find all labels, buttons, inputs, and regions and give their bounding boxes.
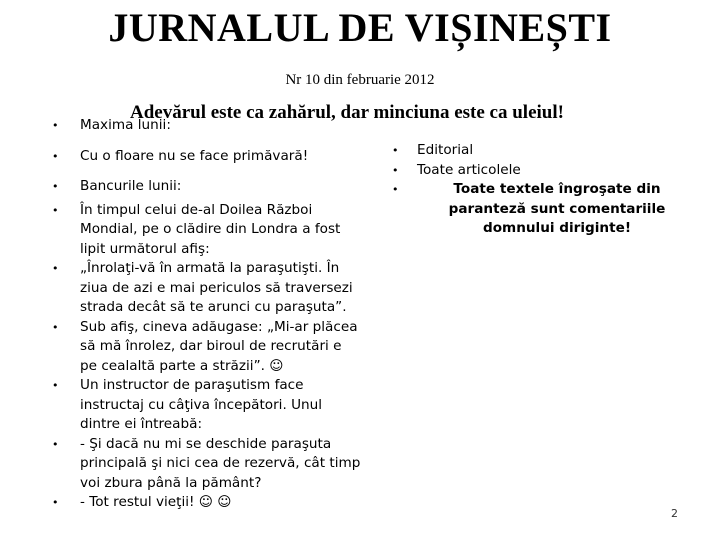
list-item xyxy=(52,116,362,136)
item-text: Bancurile lunii: xyxy=(80,178,182,194)
list-item xyxy=(392,141,692,161)
list-item xyxy=(392,180,692,239)
bullet-icon: • xyxy=(52,203,59,217)
list-item xyxy=(52,376,362,435)
item-text: Toate articolele xyxy=(417,161,521,178)
item-text: - Tot restul vieţii! ☺ ☺ xyxy=(80,494,232,510)
item-text: „Înrolaţi-vă în armată la paraşutişti. În ziua de azi e mai periculos să traversezi strada decât să te arunci cu paraşuta”. xyxy=(80,260,353,315)
item-text: Cu o floare nu se face primăvară! xyxy=(80,147,309,164)
item-text: Sub afiş, cineva adăugase: „Mi-ar plăcea să mă înrolez, dar biroul de recrutări e pe cealaltă parte a străzii”. ☺ xyxy=(80,318,358,374)
bullet-icon: • xyxy=(392,183,399,196)
issue-line xyxy=(0,72,720,89)
list-item xyxy=(52,435,362,494)
item-text: - Şi dacă nu mi se deschide paraşuta principală şi nici cea de rezervă, cât timp voi zbura până la pământ? xyxy=(80,435,361,491)
newspaper-title: JURNALUL DE VIȘINEȘTI xyxy=(108,5,612,50)
right-column-list xyxy=(392,141,692,239)
list-item xyxy=(392,161,692,181)
item-text: În timpul celui de-al Doilea Război Mondial, pe o clădire din Londra a fost lipit următorul afiş: xyxy=(80,201,341,257)
list-item xyxy=(52,177,362,197)
list-item xyxy=(52,259,362,318)
item-text: Un instructor de paraşutism face instructaj cu câţiva începători. Unul dintre ei întreabă: xyxy=(80,377,323,432)
page-number: 2 xyxy=(671,507,678,520)
item-text: Maxima lunii: xyxy=(80,117,171,133)
bullet-icon: • xyxy=(52,262,59,275)
bullet-icon: • xyxy=(52,119,59,132)
bullet-icon: • xyxy=(52,437,59,451)
list-item xyxy=(52,318,362,377)
list-item xyxy=(52,493,362,513)
bullet-icon: • xyxy=(52,496,59,509)
bullet-icon: • xyxy=(52,320,59,334)
bullet-icon: • xyxy=(52,180,59,193)
motto: Adevărul este ca zahărul, dar minciuna este ca uleiul! xyxy=(130,102,564,123)
left-column-list xyxy=(52,116,362,513)
bullet-icon: • xyxy=(52,379,59,392)
bullet-icon: • xyxy=(52,149,59,163)
list-item xyxy=(52,147,362,167)
issue-text: Nr 10 din februarie 2012 xyxy=(285,72,435,88)
bullet-icon: • xyxy=(392,163,399,177)
bullet-icon: • xyxy=(392,144,399,157)
item-text: Toate textele îngroşate din paranteză sunt comentariile domnului diriginte! xyxy=(448,181,666,236)
list-item xyxy=(52,201,362,260)
item-text: Editorial xyxy=(417,142,474,158)
